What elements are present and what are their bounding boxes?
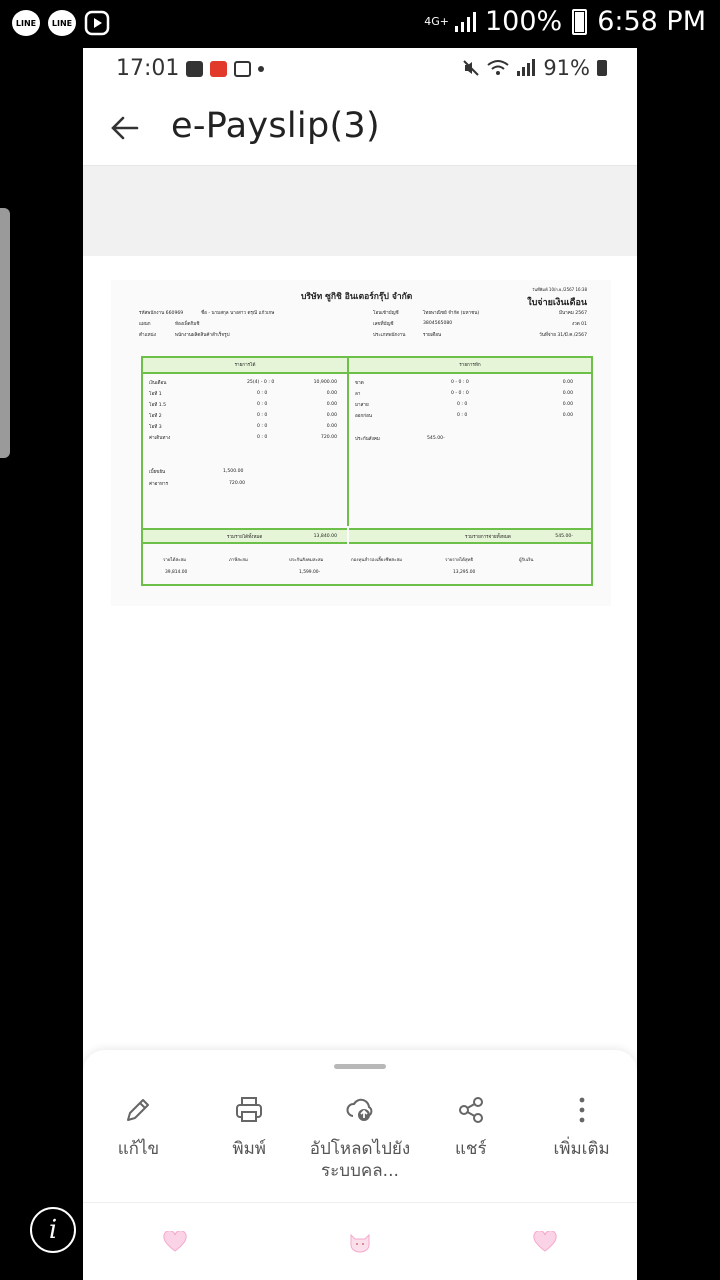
pay-month: มีนาคม 2567 (559, 311, 587, 316)
summary-value: 13,295.00 (453, 570, 476, 575)
income-label: โอที 3 (149, 425, 162, 430)
edge-panel-handle[interactable] (0, 208, 10, 458)
deduction-header: รายการหัก (349, 358, 591, 374)
heart-icon[interactable] (533, 1231, 557, 1253)
network-type: 4G+ (424, 15, 449, 28)
bottom-navigation (83, 1202, 637, 1280)
signal-icon (516, 59, 536, 77)
mute-icon (462, 59, 480, 77)
deduction-amount: 0.00 (562, 380, 573, 385)
screenshot-viewer (83, 48, 637, 1280)
income-label: โอที 1.5 (149, 403, 167, 408)
signal-icon (453, 10, 479, 34)
pay-date: วันที่จ่าย 31/มี.ค./2567 (539, 333, 587, 338)
drag-handle[interactable] (334, 1064, 386, 1069)
payslip-image (111, 280, 611, 606)
info-button[interactable]: i (30, 1207, 76, 1253)
deduction-label: ลา (355, 392, 361, 397)
print-button[interactable] (194, 1094, 305, 1182)
position-label: ตำแหน่ง (139, 333, 156, 338)
summary-header: ผู้รับเงิน (519, 558, 534, 563)
action-sheet (83, 1050, 637, 1280)
income-qty: 0 : 0 (257, 435, 268, 440)
edit-label: แก้ไข (117, 1139, 160, 1159)
extra-income-amount: 1,500.00 (223, 469, 244, 474)
cloud-upload-icon (344, 1094, 376, 1126)
printed-date: วันที่พิมพ์ 10/ก.ย./2567 16:38 (532, 287, 587, 292)
transfer-label: โอนเข้าบัญชี (373, 311, 399, 316)
income-label: เงินเดือน (149, 381, 167, 386)
account-label: เลขที่บัญชี (373, 322, 394, 327)
summary-header: รายรายได้สุทธิ (445, 558, 474, 563)
deduction-qty: 0 : 0 (457, 413, 468, 418)
system-status-bar (0, 0, 720, 48)
deduction-amount: 0.00 (562, 391, 573, 396)
summary-header: กองทุนสำรองเลี้ยงชีพสะสม (351, 558, 403, 563)
income-qty: 0 : 0 (257, 391, 268, 396)
upload-button[interactable] (305, 1094, 416, 1182)
total-income-bar (143, 528, 347, 544)
deduction-label: ออกก่อน (355, 414, 372, 419)
more-button[interactable] (526, 1094, 637, 1182)
summary-header: ภาษีสะสม (229, 558, 248, 563)
upload-label: อัปโหลดไปยังระบบคล... (309, 1139, 411, 1181)
more-vertical-icon (566, 1094, 598, 1126)
battery-icon (572, 9, 587, 35)
app-bar (83, 90, 637, 166)
extra-income-amount: 720.00 (229, 481, 246, 486)
column-divider (347, 358, 349, 526)
share-label: แชร์ (454, 1139, 487, 1159)
company-name: บริษัท ซูกิชิ อินเตอร์กรุ๊ป จำกัด (301, 292, 413, 302)
inner-status-left (116, 56, 264, 81)
payslip-title: ใบจ่ายเงินเดือน (527, 298, 587, 308)
income-amount: 0.00 (326, 424, 337, 429)
bank-name: ไทยพาณิชย์ จำกัด (มหาชน) (423, 311, 480, 316)
print-label: พิมพ์ (232, 1139, 266, 1159)
deduction-qty: 0 - 0 : 0 (451, 380, 469, 385)
employee-name: ชื่อ - นามสกุล นางสาว ดรุณี แก้วเกษ (201, 311, 275, 316)
gallery-icon (186, 61, 203, 77)
income-amount: 0.00 (326, 391, 337, 396)
employee-type: รายเดือน (423, 333, 442, 338)
pay-period: งวด 01 (571, 322, 587, 327)
income-amount: 0.00 (326, 413, 337, 418)
summary-value: 1,599.00- (299, 570, 321, 575)
deduction-label: ขาด (355, 381, 364, 386)
inner-clock: 17:01 (116, 56, 180, 81)
summary-header: รายได้สะสม (163, 558, 187, 563)
income-amount: 0.00 (326, 402, 337, 407)
pencil-icon (122, 1094, 154, 1126)
income-label: โอที 2 (149, 414, 162, 419)
printer-icon (233, 1094, 265, 1126)
total-deduction-label: รวมรายการจ่ายทั้งหมด (465, 535, 511, 540)
deduction-qty: 0 : 0 (457, 402, 468, 407)
employee-type-label: ประเภทพนักงาน (373, 333, 406, 338)
extra-income-label: เบี้ยขยัน (149, 470, 166, 475)
line-app-icon: LINE (12, 10, 40, 36)
employee-id: รหัสพนักงาน 660969 (139, 311, 184, 316)
extra-income-label: ค่าอาหาร (149, 482, 169, 487)
system-status-right (424, 6, 706, 37)
payslip-table (141, 356, 593, 586)
income-qty: 25(4) - 0 : 0 (247, 380, 275, 385)
video-icon (234, 61, 251, 77)
dot-icon (258, 66, 264, 72)
social-security-amount: 545.00- (427, 436, 445, 441)
department-label: แผนก (139, 322, 151, 327)
cat-icon[interactable] (348, 1231, 372, 1253)
wifi-icon (487, 59, 509, 77)
total-deduction-bar (349, 528, 591, 544)
deduction-label: มาสาย (355, 403, 369, 408)
inner-status-bar (83, 48, 637, 90)
line-app-icon: LINE (48, 10, 76, 36)
notification-icons (12, 10, 110, 36)
heart-icon[interactable] (163, 1231, 187, 1253)
back-arrow-icon[interactable] (107, 110, 143, 146)
total-income-value: 13,840.00 (313, 534, 337, 539)
clock: 6:58 PM (597, 6, 706, 37)
deduction-amount: 0.00 (562, 413, 573, 418)
total-income-label: รวมรายได้ทั้งหมด (227, 535, 263, 540)
income-label: ค่าเดินทาง (149, 436, 171, 441)
share-button[interactable] (415, 1094, 526, 1182)
edit-button[interactable] (83, 1094, 194, 1182)
income-header: รายการได้ (143, 358, 347, 374)
income-qty: 0 : 0 (257, 402, 268, 407)
more-label: เพิ่มเติม (553, 1139, 610, 1159)
deduction-amount: 0.00 (562, 402, 573, 407)
summary-header: ประกันสังคมสะสม (289, 558, 324, 563)
summary-value: 39,814.00 (165, 570, 188, 575)
viewer-top-band (83, 166, 637, 256)
inner-battery-percent: 91% (543, 56, 590, 80)
document-area[interactable] (83, 256, 637, 1096)
play-store-icon (84, 10, 110, 36)
app-notification-icon (210, 61, 227, 77)
income-amount: 10,900.00 (313, 380, 337, 385)
deduction-qty: 0 - 0 : 0 (451, 391, 469, 396)
action-row (83, 1094, 637, 1182)
income-qty: 0 : 0 (257, 413, 268, 418)
battery-percent: 100% (485, 6, 563, 37)
inner-status-right (462, 56, 607, 80)
page-title: e-Payslip(3) (171, 106, 380, 146)
income-label: โอที 1 (149, 392, 162, 397)
account-number: 3804565080 (423, 321, 453, 326)
share-icon (455, 1094, 487, 1126)
income-amount: 720.00 (320, 435, 337, 440)
battery-icon (597, 60, 607, 76)
position-value: พนักงานผลิตสินค้าสำเร็จรูป (175, 333, 230, 338)
department-value: ห้องเพ็ดกิมชิ (175, 322, 200, 327)
income-qty: 0 : 0 (257, 424, 268, 429)
total-deduction-value: 545.00- (555, 534, 573, 539)
social-security-label: ประกันสังคม (355, 437, 380, 442)
